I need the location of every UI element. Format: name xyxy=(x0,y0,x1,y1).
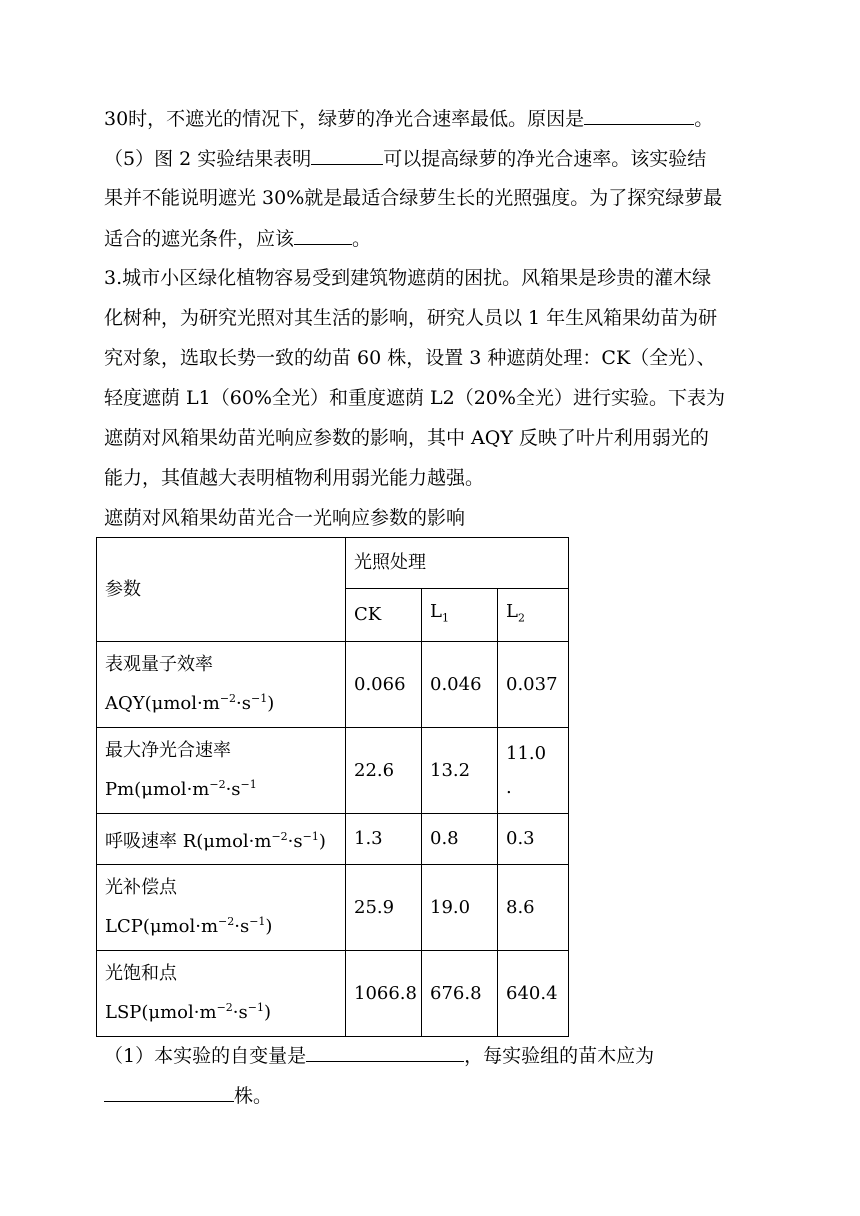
unit-exp: −1 xyxy=(302,829,319,843)
cell-ck: 25.9 xyxy=(346,865,422,951)
cell-l2-value: 11.0 xyxy=(506,742,547,764)
text-line-4 xyxy=(104,226,371,251)
text-segment: 。 xyxy=(694,108,714,130)
text-line-2 xyxy=(104,146,706,171)
text-line-8: 轻度遮荫 L1（60%全光）和重度遮荫 L2（20%全光）进行实验。下表为 xyxy=(104,387,725,409)
row-name xyxy=(97,728,346,814)
unit-text: ) xyxy=(263,1002,272,1023)
col-l2-label: L xyxy=(506,600,518,622)
row-name-line: 呼吸速率 R(μmol·m xyxy=(105,830,272,852)
col-l1-label: L xyxy=(430,600,442,622)
unit-text: ·s xyxy=(287,830,303,852)
row-unit-line xyxy=(105,991,345,1030)
unit-text: ) xyxy=(318,830,326,852)
unit-text: ·s xyxy=(234,916,250,937)
row-name xyxy=(97,814,346,865)
row-unit-line xyxy=(105,905,345,944)
cell-l2 xyxy=(498,728,569,814)
text-segment: （1）本实验的自变量是 xyxy=(104,1045,307,1067)
cell-l1: 19.0 xyxy=(422,865,498,951)
cell-ck: 22.6 xyxy=(346,728,422,814)
text-segment: 适合的遮光条件，应该 xyxy=(104,228,295,250)
unit-text: ·s xyxy=(236,693,251,714)
table-row xyxy=(97,728,569,814)
row-unit-line xyxy=(105,682,345,721)
unit-exp: −2 xyxy=(216,1001,233,1014)
table-header-row xyxy=(97,538,569,589)
cell-l2: 640.4 xyxy=(498,951,569,1037)
unit-exp: −1 xyxy=(249,915,266,928)
col-l2 xyxy=(498,589,569,642)
unit-text: ·s xyxy=(225,779,241,800)
cell-l1: 0.8 xyxy=(422,814,498,865)
table-caption: 遮荫对风箱果幼苗光合一光响应参数的影响 xyxy=(104,507,466,529)
col-l1-subscript: 1 xyxy=(441,611,449,625)
unit-exp: −2 xyxy=(218,915,235,928)
unit-text: Pm(μmol·m xyxy=(105,779,210,800)
cell-ck: 1066.8 xyxy=(346,951,422,1037)
answer-blank xyxy=(294,226,352,245)
text-line-7: 究对象，选取长势一致的幼苗 60 株，设置 3 种遮荫处理：CK（全光）、 xyxy=(104,347,716,369)
text-segment: ，每实验组的苗木应为 xyxy=(464,1045,655,1067)
table-row xyxy=(97,642,569,728)
col-l1 xyxy=(422,589,498,642)
row-name xyxy=(97,951,346,1037)
row-name-line: 最大净光合速率 xyxy=(105,740,231,761)
cell-l2: 0.037 xyxy=(498,642,569,728)
row-name xyxy=(97,865,346,951)
text-segment: 。 xyxy=(352,228,372,250)
unit-exp: −1 xyxy=(247,1001,264,1014)
unit-text: ) xyxy=(265,916,273,937)
cell-l2: 8.6 xyxy=(498,865,569,951)
row-unit-line xyxy=(105,768,345,807)
text-segment: 株。 xyxy=(234,1085,273,1107)
row-name xyxy=(97,642,346,728)
text-line-9: 遮荫对风箱果幼苗光响应参数的影响，其中 AQY 反映了叶片利用弱光的 xyxy=(104,427,709,449)
cell-l1: 0.046 xyxy=(422,642,498,728)
unit-exp: −1 xyxy=(240,778,257,791)
cell-ck: 1.3 xyxy=(346,814,422,865)
text-line-5: 3.城市小区绿化植物容易受到建筑物遮荫的困扰。风箱果是珍贵的灌木绿 xyxy=(104,267,712,289)
row-name-line: 光补偿点 xyxy=(105,877,177,898)
unit-text: LSP(μmol·m xyxy=(105,1002,217,1023)
row-name-line: 光饱和点 xyxy=(105,963,177,984)
answer-blank xyxy=(584,106,694,125)
cell-l2: 0.3 xyxy=(498,814,569,865)
unit-exp: −2 xyxy=(219,692,237,705)
unit-exp: −1 xyxy=(251,692,268,705)
unit-text: ) xyxy=(267,693,275,714)
table-row xyxy=(97,865,569,951)
table-row xyxy=(97,951,569,1037)
text-segment: 可以提高绿萝的净光合速率。该实验结 xyxy=(383,148,707,170)
cell-l1: 676.8 xyxy=(422,951,498,1037)
header-treatment: 光照处理 xyxy=(346,538,569,589)
unit-text: LCP(μmol·m xyxy=(105,916,219,937)
text-segment: （5）图 2 实验结果表明 xyxy=(104,148,312,170)
answer-blank xyxy=(306,1043,464,1062)
answer-blank xyxy=(104,1083,234,1102)
unit-exp: −2 xyxy=(209,778,226,791)
col-ck: CK xyxy=(346,589,422,642)
unit-exp: −2 xyxy=(271,829,288,843)
cell-l2-extra: . xyxy=(506,776,512,798)
text-segment: 30时，不遮光的情况下，绿萝的净光合速率最低。原因是 xyxy=(104,108,585,130)
unit-text: ·s xyxy=(232,1002,248,1023)
col-l2-subscript: 2 xyxy=(517,611,525,625)
header-param: 参数 xyxy=(97,538,346,642)
answer-blank xyxy=(311,146,383,165)
row-name-line: 表观量子效率 xyxy=(105,654,213,675)
cell-ck: 0.066 xyxy=(346,642,422,728)
question-1-line-2 xyxy=(104,1083,272,1108)
text-line-1 xyxy=(104,106,713,131)
text-line-10: 能力，其值越大表明植物利用弱光能力越强。 xyxy=(104,467,485,489)
cell-l1: 13.2 xyxy=(422,728,498,814)
question-1-line-1 xyxy=(104,1043,654,1068)
parameter-table xyxy=(96,537,569,1037)
table-row xyxy=(97,814,569,865)
text-line-6: 化树种，为研究光照对其生活的影响，研究人员以 1 年生风箱果幼苗为研 xyxy=(104,307,718,329)
unit-text: AQY(μmol·m xyxy=(105,693,220,714)
text-line-3: 果并不能说明遮光 30%就是最适合绿萝生长的光照强度。为了探究绿萝最 xyxy=(104,187,723,209)
